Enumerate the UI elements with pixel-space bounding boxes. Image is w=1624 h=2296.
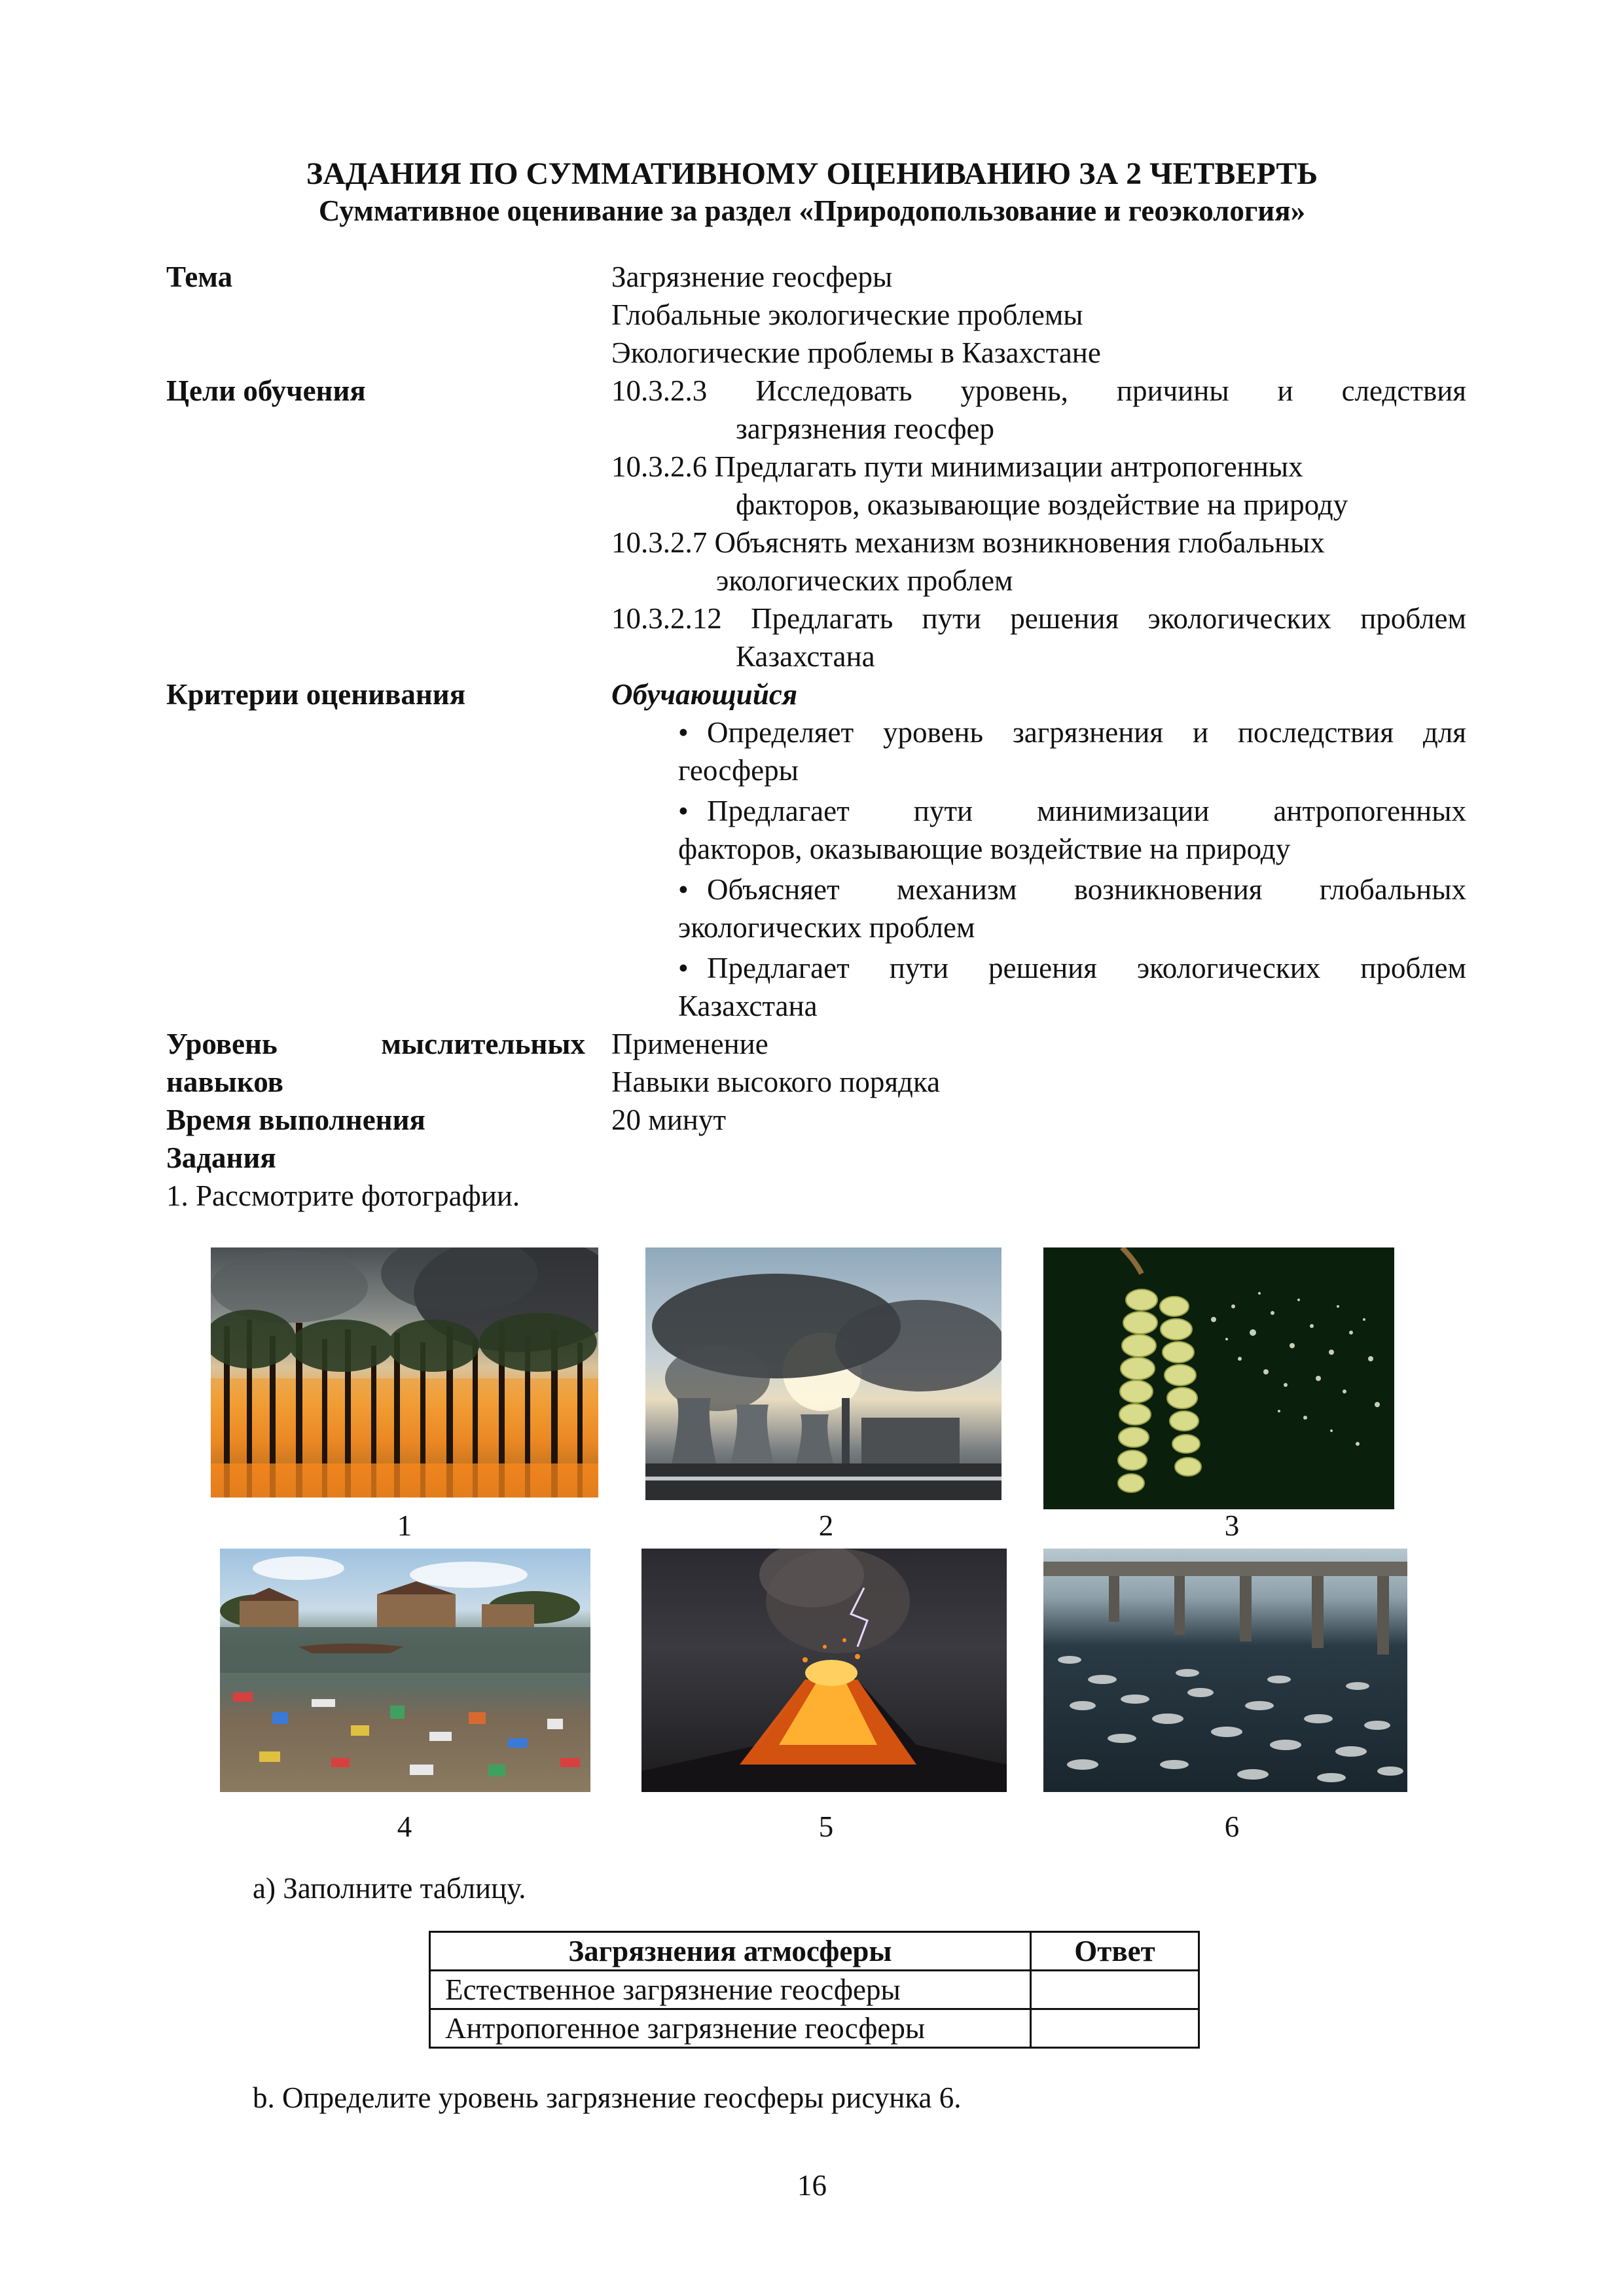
criterion-3-line-1 (707, 870, 1466, 908)
criterion-4-text: Предлагает пути решения экологических проблем (707, 952, 1466, 984)
task-1-text: 1. Рассмотрите фотографии. (166, 1179, 520, 1212)
bullet-icon: • (678, 716, 689, 749)
level-value-2: Навыки высокого порядка (611, 1066, 941, 1098)
criteria-label: Критерии оценивания (166, 678, 466, 711)
garbage-shore-photo (220, 1549, 590, 1792)
pollen-illustration (1043, 1247, 1394, 1509)
answer-table (429, 1931, 1200, 2049)
criterion-3-line-2: экологических проблем (678, 911, 975, 944)
criteria-heading: Обучающийся (611, 678, 797, 711)
table-cell-anthropogenic: Антропогенное загрязнение геосферы (430, 2009, 1031, 2048)
volcano-photo (641, 1549, 1007, 1792)
photo-number: 3 (1224, 1509, 1240, 1542)
photo-number: 2 (818, 1509, 834, 1542)
topic-label: Тема (166, 260, 233, 293)
criterion-3-text: Объясняет механизм возникновения глобальных (707, 873, 1466, 906)
criterion-1-line-2: геосферы (678, 754, 799, 787)
table-row (430, 2009, 1199, 2048)
goal-4-line-1: 10.3.2.12 Предлагать пути решения экологических проблем (611, 602, 1466, 635)
topic-line-3: Экологические проблемы в Казахстане (611, 336, 1101, 369)
bullet-icon: • (678, 952, 689, 984)
goal-1-line-1: 10.3.2.3 Исследовать уровень, причины и следствия (611, 374, 1466, 407)
topic-line-1: Загрязнение геосферы (611, 260, 893, 293)
dead-fish-photo (1043, 1549, 1407, 1792)
table-header-row (430, 1932, 1199, 1971)
goal-4-line-2: Казахстана (736, 640, 875, 673)
task-b-text: b. Определите уровень загрязнение геосферы рисунка 6. (253, 2081, 962, 2114)
level-label-line-2: навыков (166, 1066, 283, 1098)
page-title: ЗАДАНИЯ ПО СУММАТИВНОМУ ОЦЕНИВАНИЮ ЗА 2 ЧЕТВЕРТЬ (306, 156, 1318, 191)
criterion-4-line-1 (707, 949, 1466, 987)
forest-fire-illustration (211, 1247, 598, 1498)
level-label-line-1: Уровень мыслительных (166, 1028, 585, 1060)
power-plant-photo (645, 1247, 1001, 1500)
forest-fire-photo (211, 1247, 598, 1498)
table-header-pollution: Загрязнения атмосферы (430, 1932, 1031, 1971)
table-cell-natural: Естественное загрязнение геосферы (430, 1971, 1031, 2009)
tasks-label: Задания (166, 1141, 276, 1174)
answer-cell-anthropogenic[interactable] (1031, 2009, 1199, 2048)
level-value-1: Применение (611, 1028, 768, 1060)
criterion-2-text: Предлагает пути минимизации антропогенных (707, 795, 1466, 827)
photo-number: 4 (397, 1810, 412, 1843)
photo-number: 1 (397, 1509, 412, 1542)
page-subtitle: Суммативное оценивание за раздел «Природопользование и геоэкология» (318, 194, 1306, 227)
power-plant-illustration (645, 1247, 1001, 1500)
task-a-text: a) Заполните таблицу. (253, 1872, 526, 1905)
goal-2-line-2: факторов, оказывающие воздействие на природу (736, 488, 1348, 521)
goal-2-line-1: 10.3.2.6 Предлагать пути минимизации антропогенных (611, 450, 1303, 483)
pollen-photo (1043, 1247, 1394, 1509)
bullet-icon: • (678, 873, 689, 906)
time-value: 20 минут (611, 1103, 727, 1136)
criterion-2-line-2: факторов, оказывающие воздействие на природу (678, 833, 1291, 865)
criterion-2-line-1 (707, 792, 1466, 830)
topic-line-2: Глобальные экологические проблемы (611, 298, 1083, 331)
goal-3-line-2: экологических проблем (716, 564, 1013, 597)
bullet-icon: • (678, 795, 689, 827)
table-row (430, 1971, 1199, 2009)
page-number: 16 (797, 2169, 827, 2202)
volcano-illustration (641, 1549, 1007, 1792)
garbage-shore-illustration (220, 1549, 590, 1792)
table-header-answer: Ответ (1031, 1932, 1199, 1971)
criterion-4-line-2: Казахстана (678, 990, 818, 1022)
photo-number: 5 (818, 1810, 834, 1843)
goal-3-line-1: 10.3.2.7 Объяснять механизм возникновения глобальных (611, 526, 1325, 559)
photo-number: 6 (1224, 1810, 1240, 1843)
goals-label: Цели обучения (166, 374, 366, 407)
answer-cell-natural[interactable] (1031, 1971, 1199, 2009)
dead-fish-illustration (1043, 1549, 1407, 1792)
criterion-1-text: Определяет уровень загрязнения и последствия для (707, 716, 1466, 749)
criterion-1-line-1 (707, 713, 1466, 751)
time-label: Время выполнения (166, 1103, 425, 1136)
goal-1-line-2: загрязнения геосфер (736, 412, 994, 445)
